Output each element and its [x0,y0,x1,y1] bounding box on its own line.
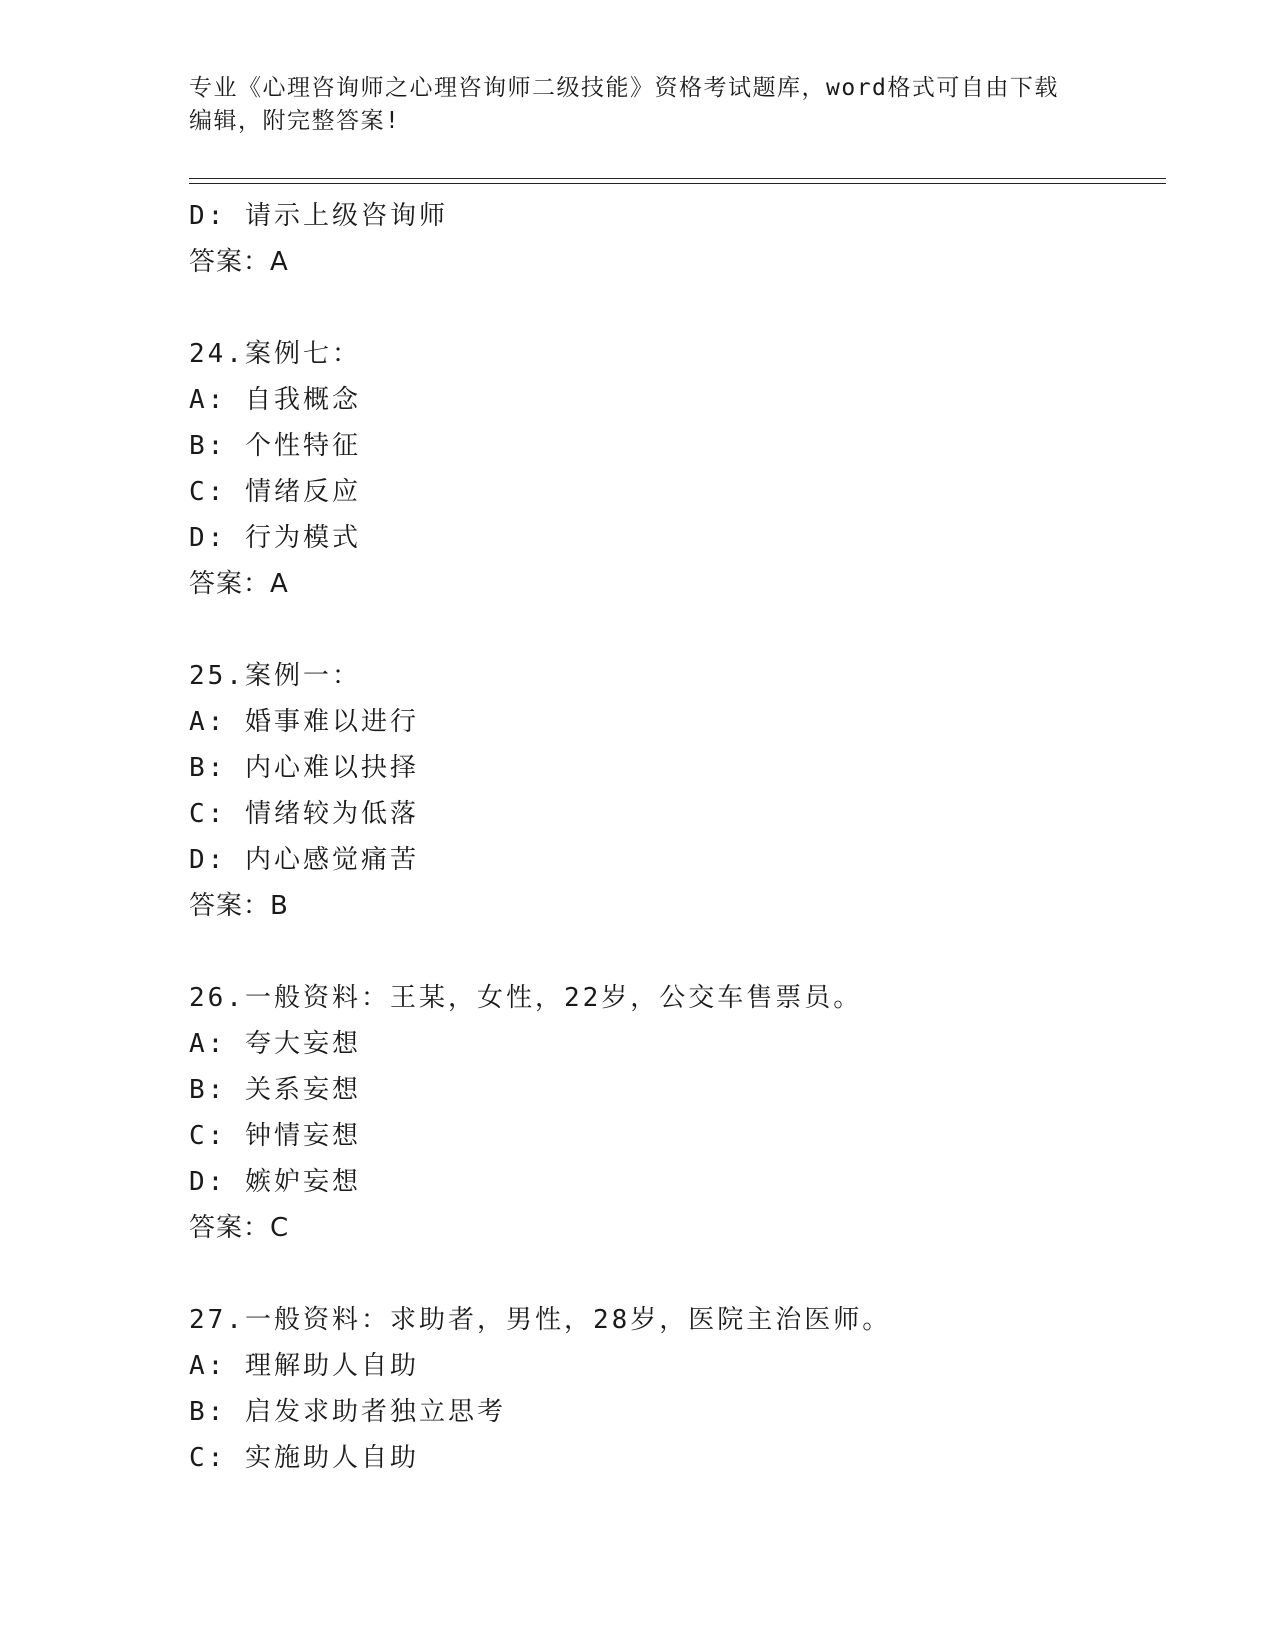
answer-line: 答案：A [189,569,289,599]
option-c: C: 实施助人自助 [189,1443,419,1473]
option-b: B: 个性特征 [189,431,361,461]
spacer [189,285,1149,331]
option-c: C: 情绪反应 [189,477,361,507]
option-a: A: 理解助人自助 [189,1351,419,1381]
option-b: B: 内心难以抉择 [189,753,419,783]
header-divider-top [189,178,1166,179]
option-a: A: 婚事难以进行 [189,707,419,737]
question-24 [189,331,1149,607]
header-line-2: 编辑，附完整答案! [189,108,401,134]
option-b: B: 启发求助者独立思考 [189,1397,506,1427]
spacer [189,607,1149,653]
option-d: D: 请示上级咨询师 [189,201,448,231]
question-stem: 27.一般资料：求助者，男性，28岁，医院主治医师。 [189,1305,892,1335]
question-stem: 24.案例七： [189,339,361,369]
answer-line: 答案：A [189,247,289,277]
question-27 [189,1297,1149,1481]
option-a: A: 自我概念 [189,385,361,415]
option-a: A: 夸大妄想 [189,1029,361,1059]
header-divider-bottom [189,183,1166,184]
option-d: D: 行为模式 [189,523,361,553]
option-c: C: 情绪较为低落 [189,799,419,829]
question-stem: 25.案例一： [189,661,361,691]
spacer [189,929,1149,975]
spacer [189,1251,1149,1297]
option-d: D: 内心感觉痛苦 [189,845,419,875]
question-list [189,193,1149,1481]
header-line-1: 专业《心理咨询师之心理咨询师二级技能》资格考试题库，word格式可自由下载 [189,75,1059,101]
answer-line: 答案：C [189,1213,290,1243]
previous-question-tail [189,193,1149,285]
option-d: D: 嫉妒妄想 [189,1167,361,1197]
question-stem: 26.一般资料：王某，女性，22岁，公交车售票员。 [189,983,863,1013]
option-c: C: 钟情妄想 [189,1121,361,1151]
answer-line: 答案：B [189,891,289,921]
question-26 [189,975,1149,1251]
question-25 [189,653,1149,929]
document-header [189,72,1089,138]
option-b: B: 关系妄想 [189,1075,361,1105]
